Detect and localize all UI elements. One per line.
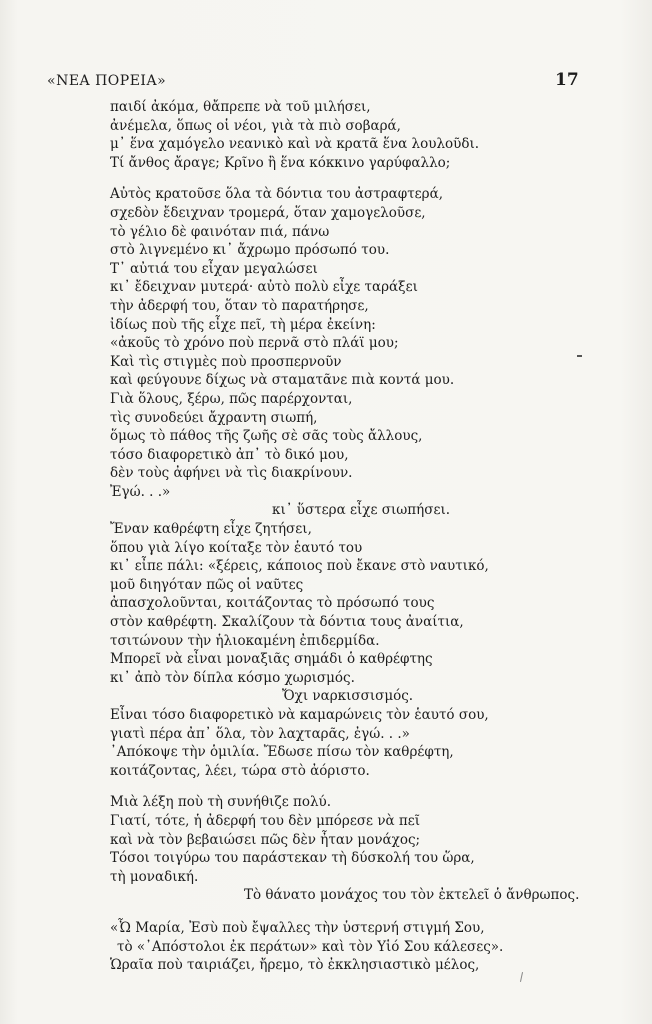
poem-line: Ὡραῖα ποὺ ταιριάζει, ἤρεμο, τὸ ἐκκλησιαστικὸ μέλος, — [110, 957, 480, 974]
poem-line: κι᾽ ἔδειχναν μυτερά· αὐτὸ πολὺ εἶχε ταράξει — [110, 279, 418, 296]
running-header-journal-title: «ΝΕΑ ΠΟΡΕΙΑ» — [47, 73, 167, 89]
poem-line: Τ᾽ αὐτιά του εἶχαν μεγαλώσει — [110, 260, 318, 277]
poem-line: τὴ μοναδική. — [110, 868, 199, 885]
poem-body — [110, 98, 610, 975]
stanza-break — [110, 172, 610, 185]
poem-line: ὅμως τὸ πάθος τῆς ζωῆς σὲ σᾶς τοὺς ἄλλους, — [110, 428, 423, 445]
poem-line: Γιὰ ὅλους, ξέρω, πῶς παρέρχονται, — [110, 390, 353, 407]
poem-line: τὶς συνοδεύει ἄχραντη σιωπή, — [110, 409, 318, 426]
poem-line: Μπορεῖ νὰ εἶναι μοναξιᾶς σημάδι ὁ καθρέφτης — [110, 651, 433, 668]
poem-line: Γιατί, τότε, ἡ ἀδερφή του δὲν μπόρεσε νὰ πεῖ — [110, 812, 421, 829]
poem-line: Τὸ θάνατο μονάχος του τὸν ἐκτελεῖ ὁ ἄνθρωπος. — [244, 887, 580, 904]
poem-line: μ᾽ ἕνα χαμόγελο νεανικὸ καὶ νὰ κρατᾶ ἕνα λουλοῦδι. — [110, 136, 480, 153]
poem-line: «ἀκοῦς τὸ χρόνο ποὺ περνᾶ στὸ πλάϊ μου; — [110, 335, 399, 352]
poem-line: κοιτάζοντας, λέει, τώρα στὸ ἀόριστο. — [110, 762, 370, 779]
stanza-break — [110, 780, 610, 793]
poem-line: ἰδίως ποὺ τῆς εἶχε πεῖ, τὴ μέρα ἐκείνη: — [110, 316, 376, 333]
poem-line: Τόσοι τοιγύρω του παράστεκαν τὴ δύσκολή του ὥρα, — [110, 850, 475, 867]
poem-line: τόσο διαφορετικὸ ἀπ᾽ τὸ δικό μου, — [110, 446, 349, 463]
margin-mark — [577, 355, 582, 357]
poem-line: τσιτώνουν τὴν ἡλιοκαμένη ἐπιδερμίδα. — [110, 632, 380, 649]
poem-line: στὸ λιγνεμένο κι᾽ ἄχρωμο πρόσωπό του. — [110, 242, 390, 259]
poem-line: μοῦ διηγόταν πῶς οἱ ναῦτες — [110, 576, 304, 593]
poem-line: ᾽Απόκοψε τὴν ὁμιλία. Ἔδωσε πίσω τὸν καθρέφτη, — [110, 744, 454, 761]
stanza-break — [110, 905, 610, 919]
poem-line: Εἶναι τόσο διαφορετικὸ νὰ καμαρώνεις τὸν ἑαυτό σου, — [110, 707, 489, 723]
poem-line: «Ὦ Μαρία, Ἐσὺ ποὺ ἔψαλλες τὴν ὑστερνή στιγμή Σου, — [110, 919, 485, 936]
poem-line: σχεδὸν ἔδειχναν τρομερά, ὅταν χαμογελοῦσε, — [110, 204, 426, 221]
poem-line: Καὶ τὶς στιγμὲς ποὺ προσπερνοῦν — [110, 353, 342, 370]
poem-line: παιδί ἀκόμα, θἄπρεπε νὰ τοῦ μιλήσει, — [110, 99, 371, 115]
poem-line: καὶ φεύγουνε δίχως νὰ σταματᾶνε πιὰ κοντά μου. — [110, 372, 455, 389]
poem-line: ὅπου γιὰ λίγο κοίταξε τὸν ἑαυτό του — [110, 539, 363, 556]
poem-line: Αὐτὸς κρατοῦσε ὅλα τὰ δόντια του ἀστραφτερά, — [110, 186, 444, 203]
poem-line: Ἔναν καθρέφτη εἶχε ζητήσει, — [110, 521, 312, 538]
stanza-4 — [110, 919, 610, 975]
stanza-1 — [110, 98, 610, 172]
poem-line: Ὄχι ναρκισσισμός. — [282, 688, 414, 705]
poem-line: στὸν καθρέφτη. Σκαλίζουν τὰ δόντια τους ἀναίτια, — [110, 614, 464, 631]
poem-line: καὶ νὰ τὸν βεβαιώσει πῶς δὲν ἦταν μονάχος; — [110, 831, 421, 848]
poem-line: κι᾽ ἀπὸ τὸν δίπλα κόσμο χωρισμός. — [110, 669, 355, 686]
poem-line: κι᾽ ὕστερα εἶχε σιωπήσει. — [272, 502, 451, 519]
poem-line: τὸ γέλιο δὲ φαινόταν πιά, πάνω — [110, 223, 330, 240]
poem-line: ἀνέμελα, ὅπως οἱ νέοι, γιὰ τὰ πιὸ σοβαρά, — [110, 117, 401, 134]
page-number: 17 — [555, 70, 579, 90]
poem-line: δὲν τοὺς ἀφήνει νὰ τὶς διακρίνουν. — [110, 465, 353, 482]
poem-line: Ἐγώ. . .» — [110, 483, 171, 500]
stanza-3 — [110, 793, 610, 905]
stanza-2 — [110, 185, 610, 780]
poem-line: τὴν ἀδερφή του, ὅταν τὸ παρατήρησε, — [110, 297, 369, 314]
poem-line: Τί ἄνθος ἄραγε; Κρῖνο ἢ ἕνα κόκκινο γαρύφαλλο; — [110, 154, 451, 171]
poem-line: κι᾽ εἶπε πάλι: «ξέρεις, κάποιος ποὺ ἔκανε στὸ ναυτικό, — [110, 558, 489, 575]
poem-line: τὸ «᾽Απόστολοι ἐκ περάτων» καὶ τὸν Υἱό Σου κάλεσες». — [117, 938, 504, 955]
poem-line: ἀπασχολοῦνται, κοιτάζοντας τὸ πρόσωπό τους — [110, 595, 435, 612]
poem-line: γιατὶ πέρα ἀπ᾽ ὅλα, τὸν λαχταρᾶς, ἐγώ. . .» — [110, 725, 410, 742]
poem-line: Μιὰ λέξη ποὺ τὴ συνήθιζε πολύ. — [110, 794, 332, 811]
